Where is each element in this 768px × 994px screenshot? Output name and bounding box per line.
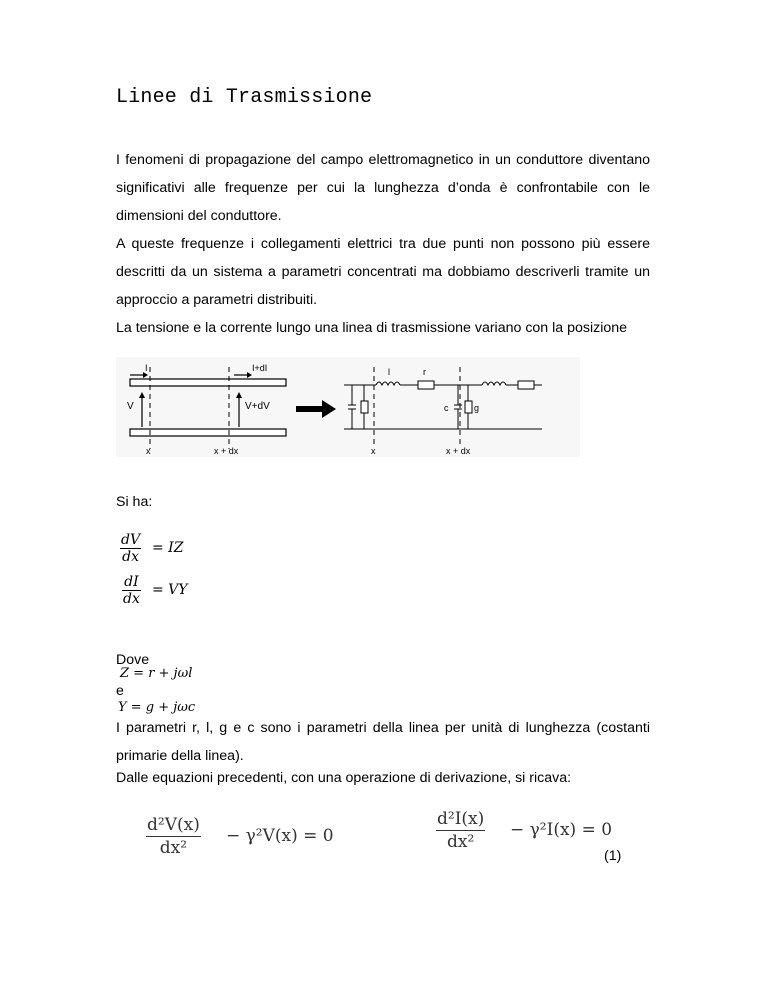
z-definition: Z = r + jωl: [120, 666, 193, 681]
eq1-rhs: = IZ: [152, 540, 184, 556]
wave-eq-v-numerator: d²V(x): [147, 815, 200, 835]
e-label: e: [116, 683, 124, 699]
label-x-right: x: [371, 446, 376, 456]
paragraph-intro: I fenomeni di propagazione del campo elettromagnetico in un conduttore diventano significativi alle frequenze per cui la lunghezza d’onda è confrontabile con le dimensioni del conduttore.: [116, 152, 650, 224]
label-x-left: x: [146, 446, 151, 456]
eq2-rhs: = VY: [152, 582, 188, 598]
label-x-dx-right: x + dx: [446, 446, 471, 456]
label-i-right: I+dI: [252, 363, 268, 373]
wave-eq-i-numerator: d²I(x): [437, 809, 485, 829]
label-c: c: [444, 403, 449, 413]
lower-conductor: [130, 429, 286, 436]
equation-number: (1): [604, 848, 622, 864]
wave-eq-v-fraction: [146, 814, 201, 859]
label-v-right: V+dV: [245, 401, 270, 412]
label-l: l: [388, 367, 390, 377]
label-r: r: [423, 367, 426, 377]
eq1-denominator: dx: [122, 549, 139, 565]
eq1-fraction: [120, 532, 141, 565]
eq2-denominator: dx: [123, 591, 140, 607]
upper-conductor: [130, 379, 286, 386]
paragraph-derivation: Dalle equazioni precedenti, con una operazione di derivazione, si ricava:: [116, 770, 572, 786]
eq1-numerator: dV: [121, 532, 141, 548]
si-ha-label: Si ha:: [116, 494, 153, 510]
resistor-r: [418, 381, 434, 389]
paragraph-voltage-current: La tensione e la corrente lungo una linea di trasmissione variano con la posizione: [116, 320, 628, 336]
dove-label: Dove: [116, 652, 150, 668]
conductance-g: [465, 401, 472, 413]
wave-eq-i-rhs: − γ²I(x) = 0: [510, 820, 613, 840]
wave-eq-v-denominator: dx²: [159, 838, 188, 858]
eq2-numerator: dI: [124, 574, 139, 590]
label-g: g: [474, 403, 480, 413]
document-title: Linee di Trasmissione: [116, 86, 373, 109]
label-i-left: I: [145, 363, 148, 373]
eq2-fraction: [122, 574, 141, 607]
wave-eq-v-rhs: − γ²V(x) = 0: [226, 826, 334, 846]
y-definition: Y = g + jωc: [118, 700, 196, 715]
paragraph-parameters: I parametri r, l, g e c sono i parametri della linea per unità di lunghezza (costanti primarie della linea).: [116, 720, 650, 764]
paragraph-distributed: A queste frequenze i collegamenti elettrici tra due punti non possono più essere descritti da un sistema a parametri concentrati ma dobbiamo descriverli tramite un approccio a parametri distribuiti.: [116, 236, 650, 308]
label-v-left: V: [127, 401, 134, 412]
transmission-line-figure: [116, 357, 580, 457]
wave-eq-i-fraction: [436, 808, 485, 853]
label-x-dx-left: x + dx: [214, 446, 239, 456]
wave-eq-i-denominator: dx²: [446, 832, 475, 852]
